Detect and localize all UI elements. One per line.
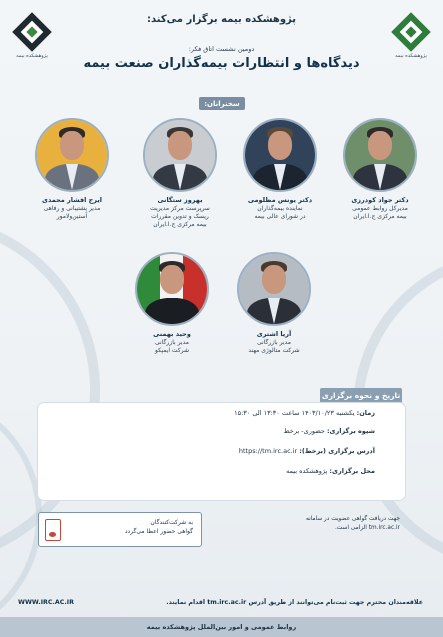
- speaker-name: دکتر جواد کودرزی: [351, 196, 409, 204]
- insurance-logo-icon: [391, 12, 431, 52]
- speaker-card: [228, 252, 320, 355]
- speaker-photo: [237, 252, 311, 326]
- speaker-role: مدیر پشتیبانی و رفاهی آستین‌ولامور: [43, 205, 101, 221]
- certificate-text: به شرکت‌کنندگان گواهی حضور اعطا می‌گردد: [124, 519, 193, 535]
- speaker-role: مدیر بازرگانی شرکت متالوژی مهند: [248, 339, 300, 355]
- speaker-photo: [135, 252, 209, 326]
- speaker-role: سرپرست مرکز مدیریت ریسک و تدوین مقررات بیمه مرکزی ج.ا.ایران: [150, 205, 210, 229]
- speaker-name: دکتر یونس مظلومی: [247, 196, 313, 204]
- speaker-card: [234, 118, 326, 221]
- website-link[interactable]: WWW.IRC.AC.IR: [18, 599, 74, 606]
- organizer-line: پژوهشکده بیمه برگزار می‌کند:: [146, 14, 297, 25]
- speaker-card: [26, 118, 118, 221]
- certificate-box: [38, 512, 202, 547]
- speaker-name: وحید بهمنی: [153, 330, 191, 338]
- event-title: دیدگاه‌ها و انتظارات بیمه‌گذاران صنعت بیمه: [83, 56, 360, 71]
- schedule-label: تاریخ و نحوه برگزاری: [320, 388, 402, 403]
- certificate-icon: [45, 519, 61, 541]
- speaker-photo: [35, 118, 109, 192]
- mode-row: شیوه برگزاری: حضوری- برخط: [283, 427, 375, 435]
- speaker-card: [334, 118, 426, 221]
- speaker-card: [134, 118, 226, 229]
- certificate-note: جهت دریافت گواهی عضویت در سامانه tm.irc.ac.ir الزامی است.: [305, 516, 400, 532]
- event-subtitle: دومین نشست اتاق فکر:: [188, 45, 255, 53]
- registration-note: علاقه‌مندان محترم جهت ثبت‌نام می‌توانند از طریق آدرس tm.irc.ac.ir اقدام نمایند.: [166, 599, 423, 606]
- speaker-card: [126, 252, 218, 355]
- institute-logo-icon: [12, 12, 52, 52]
- speaker-role: مدیر بازرگانی شرکت ایمپکو: [154, 339, 190, 355]
- left-logo-caption: پژوهشکده بیمه: [16, 53, 48, 59]
- speaker-role: مدیرکل روابط عمومی بیمه مرکزی ج.ا.ایران: [352, 205, 408, 221]
- speaker-name: آریا اشتری: [256, 330, 292, 338]
- speaker-photo: [143, 118, 217, 192]
- speaker-photo: [243, 118, 317, 192]
- footer-bar: روابط عمومی و امور بین‌الملل پژوهشکده بیمه: [0, 617, 443, 637]
- speakers-label: سخنرانان:: [199, 97, 245, 110]
- right-logo-caption: پژوهشکده بیمه: [395, 53, 427, 59]
- online-address-link[interactable]: https://tm.irc.ac.ir: [238, 447, 298, 455]
- time-row: زمان: یکشنبه ۱۴۰۳/۱۰/۲۳ ساعت ۱۳:۳۰ الی ۱۵:۳۰: [234, 409, 375, 417]
- speaker-name: بهروز ستگانی: [157, 196, 203, 204]
- schedule-box: [38, 403, 405, 500]
- speaker-name: ایرج افشار محمدی: [42, 196, 102, 204]
- speaker-role: نماینده بیمه‌گذاران در شورای عالی بیمه: [254, 205, 306, 221]
- online-address-row: آدرس برگزاری (برخط): https://tm.irc.ac.ir: [238, 447, 375, 455]
- place-row: محل برگزاری: پژوهشکده بیمه: [286, 467, 375, 475]
- speaker-photo: [343, 118, 417, 192]
